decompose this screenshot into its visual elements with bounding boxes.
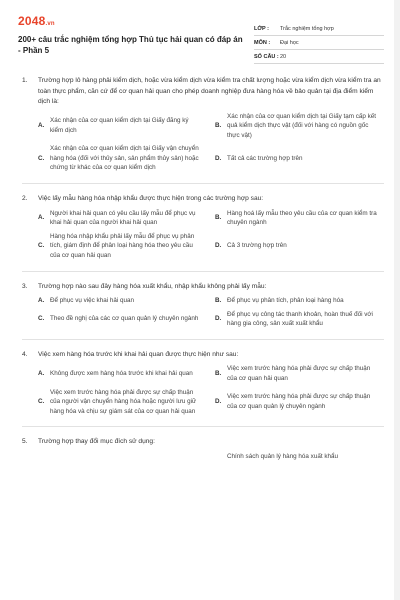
option-text: Người khai hải quan có yêu cầu lấy mẫu để phục vụ khai hải quan của người khai hải quan <box>50 209 196 227</box>
question-number: 5. <box>22 438 28 446</box>
meta-label: LỚP : <box>254 25 269 32</box>
option-b[interactable] <box>215 296 384 306</box>
option-letter: C. <box>38 398 45 406</box>
question-number: 1. <box>22 77 28 84</box>
option-grid <box>38 209 384 261</box>
option-letter: C. <box>38 242 45 250</box>
question-divider <box>22 271 384 272</box>
option-d[interactable] <box>215 232 384 261</box>
option-letter: D. <box>215 398 222 406</box>
meta-value: 20 <box>280 53 287 60</box>
question-item <box>22 350 384 416</box>
option-a[interactable] <box>38 209 207 228</box>
question-number: 2. <box>22 195 28 203</box>
option-text: Không được xem hàng hóa trước khi khai hải quan <box>50 370 193 378</box>
option-letter: A. <box>38 214 45 222</box>
option-a[interactable] <box>38 364 207 383</box>
question-body: Trường hợp thay đổi mục đích sử dụng: <box>38 438 155 446</box>
question-text <box>22 437 384 448</box>
question-text <box>22 76 384 108</box>
option-c[interactable] <box>38 388 207 417</box>
option-letter: C. <box>38 315 45 323</box>
question-text <box>22 350 384 361</box>
question-divider <box>22 183 384 184</box>
option-letter: B. <box>215 297 222 305</box>
option-grid <box>38 296 384 329</box>
option-d[interactable] <box>215 388 384 417</box>
option-text: Cả 3 trường hợp trên <box>227 242 287 250</box>
logo-main: 2048 <box>18 14 46 28</box>
question-item <box>22 282 384 329</box>
option-grid <box>38 112 384 174</box>
option-b[interactable] <box>215 452 384 462</box>
question-body: Trường hợp nào sau đây hàng hóa xuất khẩu, nhập khẩu không phải lấy mẫu: <box>38 282 267 290</box>
option-text: Xác nhận của cơ quan kiểm dịch tại Giấy vận chuyển hàng hóa (đối với thủy sản, sản phẩm thủy sản) hoặc chứng từ khác của cơ quan kiểm dịch <box>50 145 199 172</box>
meta-row-class <box>254 22 384 36</box>
option-a[interactable] <box>38 296 207 306</box>
option-text: Để phục vụ công tác thanh khoản, hoàn thuế đối với hàng gia công, sản xuất xuất khẩu <box>227 310 373 328</box>
option-letter: D. <box>215 154 222 162</box>
option-text: Theo đề nghị của các cơ quan quản lý chuyên ngành <box>50 315 199 323</box>
option-text: Hàng hóa nhập khẩu phải lấy mẫu để phục vụ phân tích, giám định để phân loại hàng hóa theo yêu cầu của cơ quan hải quan <box>50 232 195 259</box>
question-list <box>22 76 384 471</box>
document-meta <box>254 22 384 64</box>
site-logo[interactable] <box>18 14 55 28</box>
question-text <box>22 282 384 293</box>
question-body: Trường hợp lô hàng phải kiểm dịch, hoặc vừa kiểm dịch vừa kiểm tra chất lượng hoặc vừa kiểm dịch vừa kiểm tra an toàn thực phẩm, căn cứ để cơ quan hải quan cho phép doanh nghiệp đưa hàng hóa về bảo quản tại địa điểm kiểm dịch là: <box>38 77 381 105</box>
option-grid <box>38 452 384 462</box>
option-letter: D. <box>215 242 222 250</box>
option-text: Việc xem trước hàng hóa phải được sự chấp thuận của người vận chuyển hàng hóa hoặc người lưu giữ hàng hóa và chịu sự giám sát của cơ quan hải quan <box>50 388 197 415</box>
logo-tld: .vn <box>45 21 55 27</box>
option-letter: C. <box>38 154 45 162</box>
question-item <box>22 76 384 173</box>
option-c[interactable] <box>38 144 207 173</box>
meta-label: MÔN : <box>254 39 271 46</box>
option-text: Hàng hoá lấy mẫu theo yêu cầu của cơ quan kiểm tra chuyên ngành <box>227 209 377 227</box>
option-text: Tất cả các trường hợp trên <box>227 154 303 162</box>
option-grid <box>38 364 384 416</box>
question-item <box>22 437 384 461</box>
option-b[interactable] <box>215 364 384 383</box>
option-text: Chính sách quản lý hàng hóa xuất khẩu <box>227 452 338 460</box>
option-d[interactable] <box>215 144 384 173</box>
option-c[interactable] <box>38 232 207 261</box>
option-letter: B. <box>215 122 222 130</box>
option-letter: A. <box>38 297 45 305</box>
option-text: Để phục vụ phân tích, phân loại hàng hóa <box>227 297 344 305</box>
option-text: Việc xem trước hàng hóa phải được sự chấp thuận của cơ quan hải quan <box>227 365 371 382</box>
option-letter: D. <box>215 315 222 323</box>
meta-row-subject <box>254 36 384 50</box>
meta-value: Đại học <box>280 39 299 46</box>
question-body: Việc xem hàng hóa trước khi khai hải quan được thực hiện như sau: <box>38 350 239 358</box>
option-letter: B. <box>215 214 222 222</box>
meta-value: Trắc nghiệm tổng hợp <box>280 25 334 32</box>
option-letter: A. <box>38 122 45 130</box>
option-a[interactable] <box>38 452 207 462</box>
page-gutter <box>394 0 400 600</box>
question-body: Việc lấy mẫu hàng hóa nhập khẩu được thực hiện trong các trường hợp sau: <box>38 195 264 203</box>
document-title: 200+ câu trắc nghiệm tổng hợp Thủ tục hải quan có đáp án - Phần 5 <box>18 35 243 55</box>
question-number: 3. <box>22 282 28 290</box>
option-text: Xác nhận của cơ quan kiểm dịch tại Giấy đăng ký kiểm dịch <box>50 117 189 134</box>
option-text: Xác nhận của cơ quan kiểm dịch tại Giấy tạm cấp kết quả kiểm dịch thực vật (đối với hàng có nguồn gốc thực vật) <box>227 112 377 139</box>
option-d[interactable] <box>215 310 384 329</box>
meta-label: SỐ CÂU : <box>254 53 279 60</box>
option-text: Việc xem trước hàng hóa phải được sự chấp thuận của cơ quan quản lý chuyên ngành <box>227 393 371 410</box>
option-letter: A. <box>38 370 45 378</box>
question-item <box>22 194 384 260</box>
question-number: 4. <box>22 350 28 358</box>
question-divider <box>22 339 384 340</box>
meta-row-count <box>254 50 384 64</box>
document-header <box>18 10 384 60</box>
option-c[interactable] <box>38 310 207 329</box>
option-text: Để phục vụ việc khai hải quan <box>50 297 135 305</box>
option-b[interactable] <box>215 112 384 141</box>
option-b[interactable] <box>215 209 384 228</box>
question-text <box>22 194 384 205</box>
option-letter: B. <box>215 370 222 378</box>
question-divider <box>22 426 384 427</box>
option-a[interactable] <box>38 112 207 141</box>
